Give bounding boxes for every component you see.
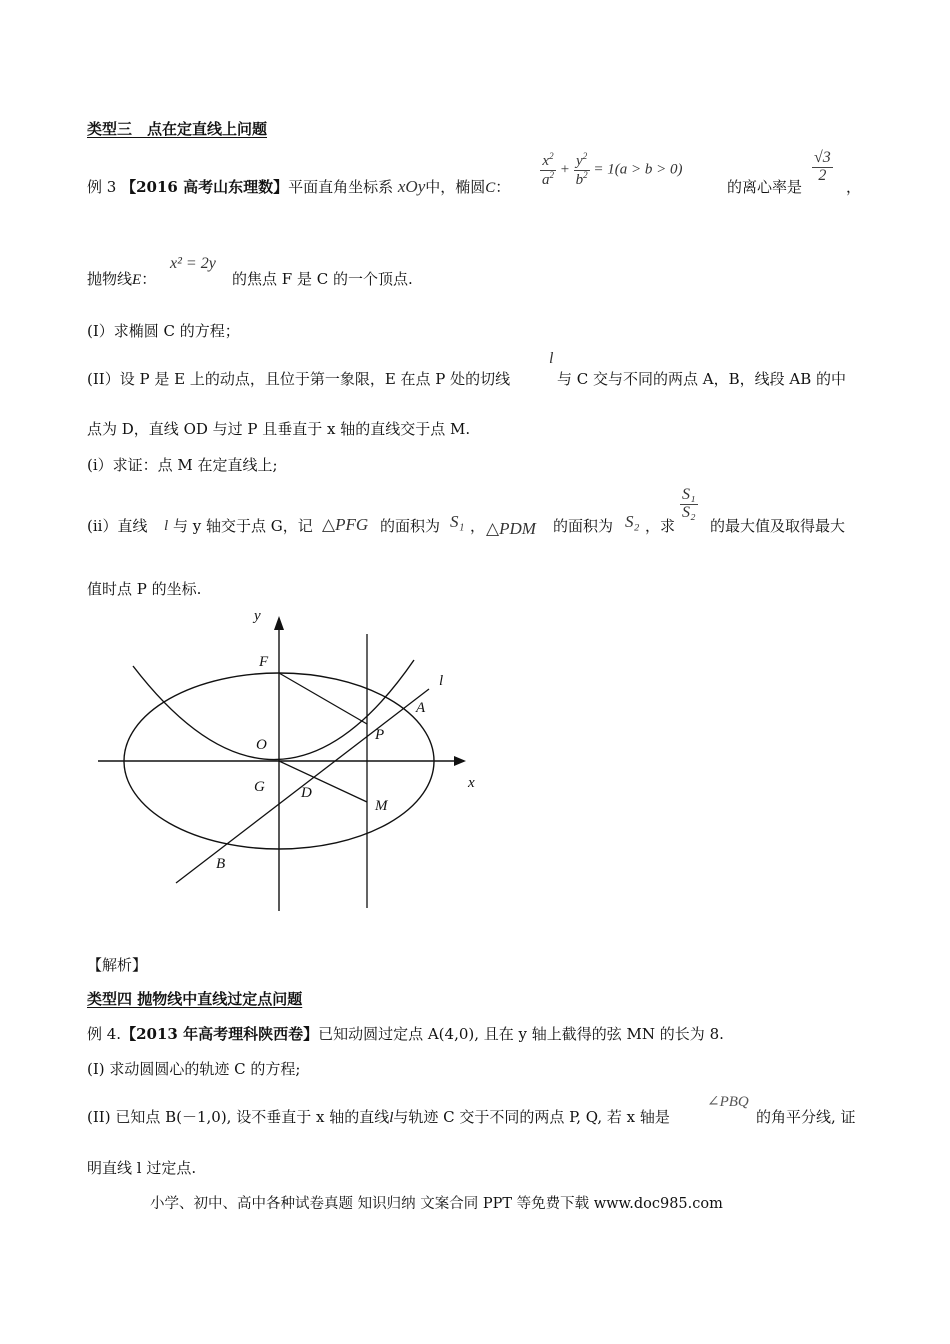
parabola-prefix: 抛物线	[87, 270, 133, 288]
label-d: D	[301, 785, 312, 801]
example3-line1	[87, 176, 510, 197]
question-2-ii-h: 值时点 P 的坐标.	[87, 580, 202, 598]
triangle-pdm: △PDM	[486, 519, 536, 538]
ratio-s1-s2: $\frac{\text{S₁}}{\text{S₂}}$	[682, 486, 696, 521]
x2-over-a2: $\frac{x^2}{a^2}$	[542, 151, 554, 188]
question-2-i: (i）求证：点 M 在定直线上;	[87, 456, 278, 474]
eccentricity-value: $\frac{√3}{2}$	[814, 149, 831, 184]
area-s1: S₁	[450, 512, 465, 531]
example4-question-2	[87, 1106, 670, 1127]
example4-source: 【2013 年高考理科陕西卷】	[121, 1025, 319, 1043]
label-l: l	[439, 673, 444, 689]
area-s2: S₂	[625, 512, 640, 531]
tangent-line-symbol: l	[549, 350, 554, 367]
example4-question-1: (I) 求动圆圆心的轨迹 C 的方程;	[87, 1060, 301, 1078]
question-1: (I）求椭圆 C 的方程；	[87, 322, 240, 340]
line-l-symbol: l	[164, 518, 169, 534]
label-f: F	[259, 654, 269, 670]
eccentricity-comma: ，	[846, 178, 862, 196]
analysis-label: 【解析】	[87, 956, 148, 974]
parabola-curve	[133, 660, 414, 760]
question-2-ii-c: 的面积为	[380, 517, 441, 535]
example4-line	[87, 1023, 724, 1044]
question-2-part-c: 点为 D，直线 OD 与过 P 且垂直于 x 轴的直线交于点 M.	[87, 420, 471, 438]
question-2-part-b: 与 C 交与不同的两点 A，B，线段 AB 的中	[557, 370, 847, 388]
parabola-name: E	[132, 272, 142, 288]
example4-question-2-c: 的角平分线, 证	[756, 1108, 856, 1126]
label-o: O	[256, 737, 267, 753]
label-x: x	[468, 775, 475, 791]
label-y: y	[254, 608, 261, 624]
ellipse-equation: $\frac{x^2}{a^2}$ + $\frac{y^2}{b^2}$ = 1(a > b > 0)	[542, 151, 683, 188]
example4-question-2-a: (II) 已知点 B(－1,0), 设不垂直于 x 轴的直线	[87, 1108, 390, 1126]
section3-heading: 类型三 点在定直线上问题	[87, 120, 268, 138]
question-2-ii-g: 的最大值及取得最大	[710, 517, 846, 535]
example4-label: 例 4.	[87, 1025, 122, 1043]
parabola-equation: x² = 2y	[170, 255, 216, 272]
y2-over-b2: $\frac{y^2}{b^2}$	[575, 151, 588, 188]
section4-heading: 类型四 抛物线中直线过定点问题	[87, 990, 303, 1008]
segment-fp	[279, 673, 367, 724]
y-axis-arrow	[274, 616, 284, 630]
parabola-text: 的焦点 F 是 C 的一个顶点.	[232, 270, 413, 288]
example3-text1: 平面直角坐标系	[288, 178, 394, 196]
segment-om	[279, 761, 367, 802]
label-a: A	[416, 700, 426, 716]
parabola-line: 抛物线E：	[87, 270, 157, 288]
example4-question-2-d: 明直线 l 过定点.	[87, 1159, 197, 1177]
question-2-ii-d: ，	[470, 517, 486, 535]
label-m: M	[375, 798, 388, 814]
question-2-ii-f: ，求	[645, 517, 676, 535]
xoy-symbol: xOy	[397, 177, 426, 196]
example3-text2: 中，椭圆	[425, 178, 486, 196]
label-g: G	[254, 779, 265, 795]
x-axis-arrow	[454, 756, 466, 766]
triangle-pfg: △PFG	[322, 515, 369, 534]
question-2-ii-e: 的面积为	[553, 517, 614, 535]
eccentricity-text: 的离心率是	[727, 178, 803, 196]
label-b: B	[216, 856, 226, 872]
page-footer: 小学、初中、高中各种试卷真题 知识归纳 文案合同 PPT 等免费下载 www.doc985.com	[150, 1196, 723, 1212]
question-2-part-a: (II）设 P 是 E 上的动点，且位于第一象限，E 在点 P 处的切线	[87, 370, 511, 388]
ellipse-parabola-figure	[96, 606, 486, 916]
angle-pbq: ∠PBQ	[707, 1094, 749, 1110]
example4-line-l: l	[389, 1110, 394, 1126]
question-2-ii-a: (ii）直线	[87, 517, 148, 535]
ellipse-name: C	[485, 180, 496, 196]
example4-question-2-b: 与轨迹 C 交于不同的两点 P, Q, 若 x 轴是	[393, 1108, 670, 1126]
label-p: P	[375, 727, 385, 743]
example3-label: 例 3	[87, 178, 117, 196]
example4-text: 已知动圆过定点 A(4,0), 且在 y 轴上截得的弦 MN 的长为 8.	[318, 1025, 724, 1043]
ellipse-equation-rhs: = 1(a > b > 0)	[593, 161, 683, 178]
example3-source: 【2016 高考山东理数】	[121, 178, 289, 196]
question-2-ii-b: 与 y 轴交于点 G，记	[173, 517, 313, 535]
example3-colon: ：	[495, 178, 511, 196]
